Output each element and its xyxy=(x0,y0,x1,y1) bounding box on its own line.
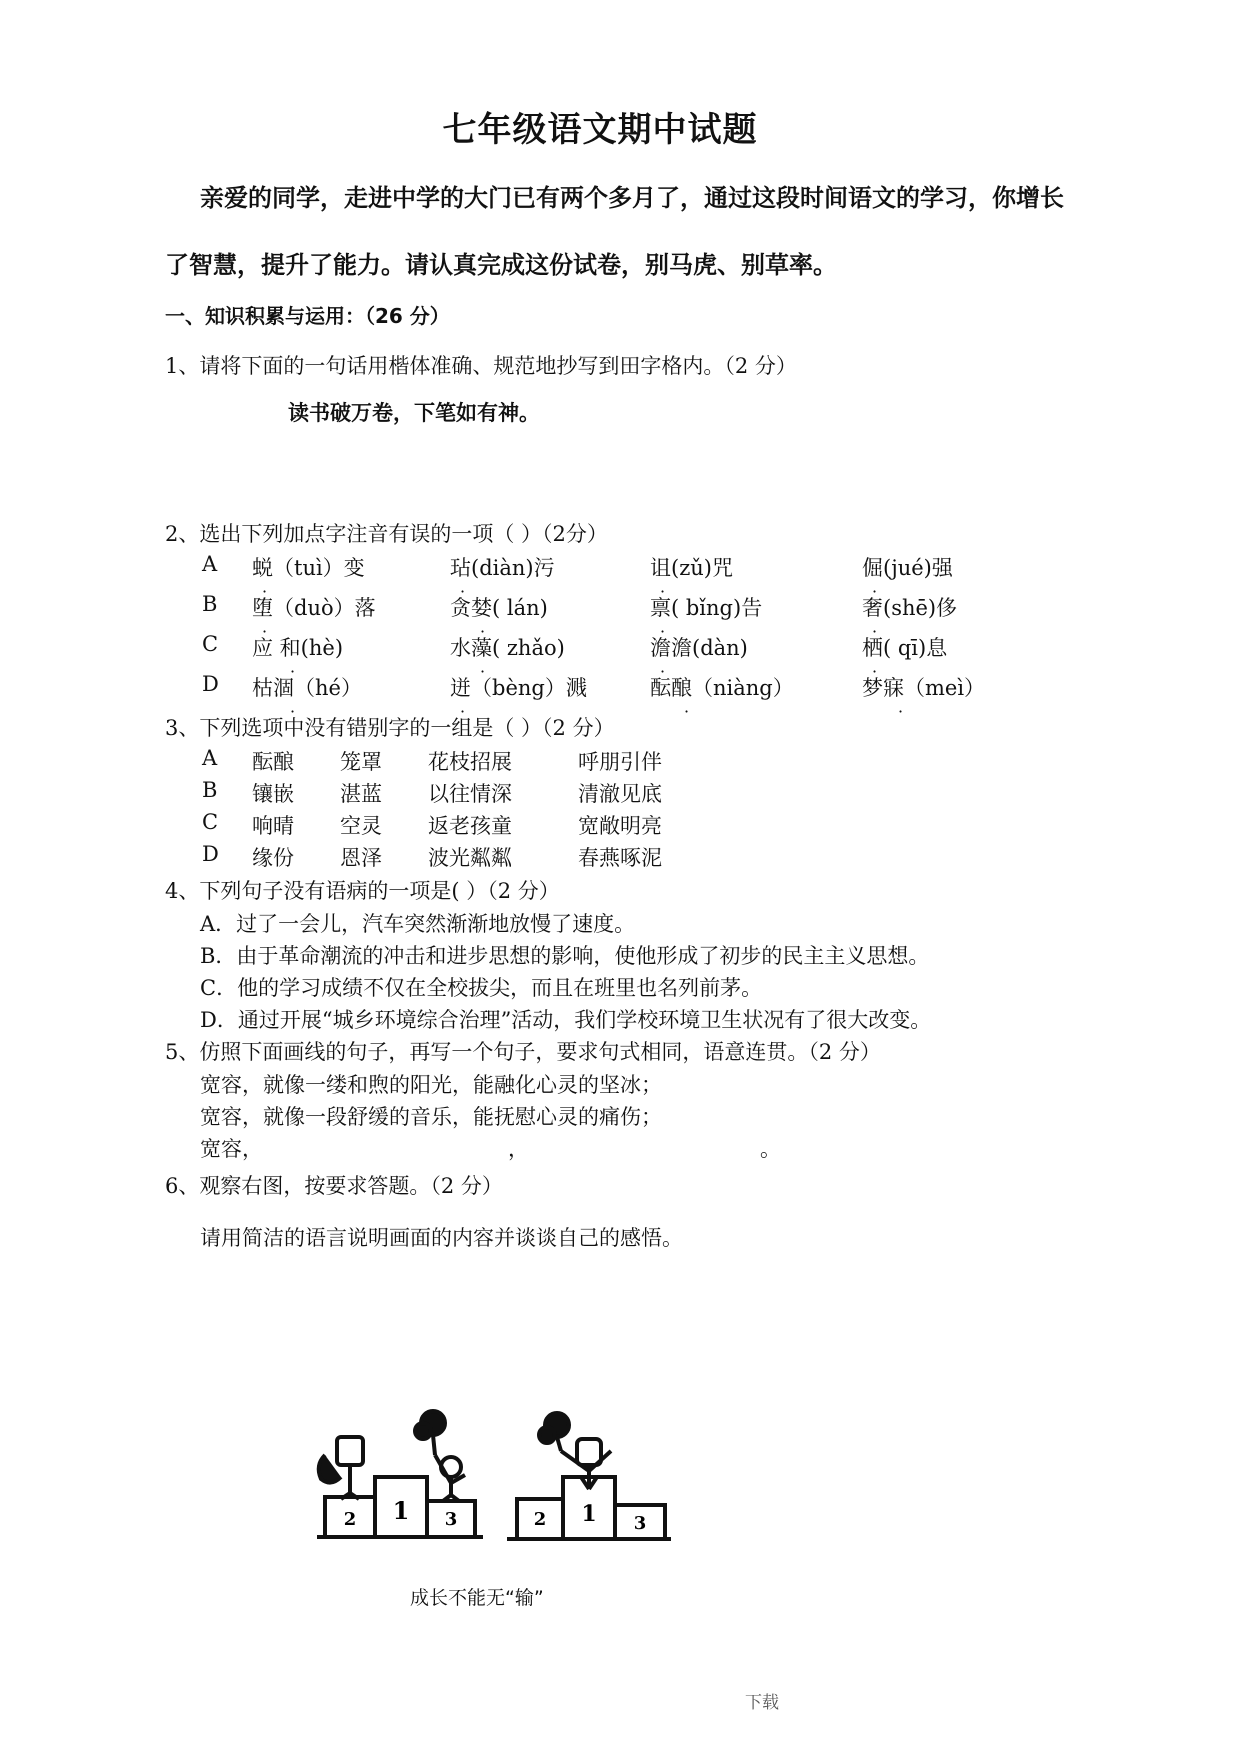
q4-option-b: B．由于革命潮流的冲击和进步思想的影响，使他形成了初步的民主主义思想。 xyxy=(200,944,930,968)
q4-stem: 4、下列句子没有语病的一项是( ）（2 分） xyxy=(165,879,560,903)
emphasis-dot: · xyxy=(460,582,466,601)
q2-a-2: 玷(diàn)污 xyxy=(450,556,555,580)
q3-stem: 3、下列选项中没有错别字的一组是（ ）（2 分） xyxy=(165,716,615,740)
q3-b-letter: B xyxy=(202,778,218,802)
q2-c-letter: C xyxy=(202,632,219,656)
q6-prompt: 请用简洁的语言说明画面的内容并谈谈自己的感悟。 xyxy=(200,1226,683,1250)
q3-d-4: 春燕啄泥 xyxy=(578,846,662,870)
q3-a-4: 呼朋引伴 xyxy=(578,750,662,774)
q3-a-letter: A xyxy=(202,746,218,770)
emphasis-dot: · xyxy=(872,662,878,681)
section-heading: 一、知识积累与运用：（26 分） xyxy=(165,304,450,328)
q3-a-1: 酝酿 xyxy=(252,750,294,774)
footer-watermark: 下载 xyxy=(745,1693,779,1713)
q6-stem: 6、观察右图，按要求答题。（2 分） xyxy=(165,1174,503,1198)
emphasis-dot: · xyxy=(660,662,666,681)
q3-b-1: 镶嵌 xyxy=(252,782,294,806)
emphasis-dot: · xyxy=(660,582,666,601)
q3-b-2: 湛蓝 xyxy=(340,782,382,806)
q3-c-4: 宽敞明亮 xyxy=(578,814,662,838)
q1-stem: 1、请将下面的一句话用楷体准确、规范地抄写到田字格内。（2 分） xyxy=(165,354,797,378)
q3-b-3: 以往情深 xyxy=(428,782,512,806)
left-podium-number-1: 1 xyxy=(392,1496,410,1525)
q3-d-letter: D xyxy=(202,842,219,866)
q2-d-letter: D xyxy=(202,672,219,696)
emphasis-dot: · xyxy=(290,662,296,681)
q2-b-letter: B xyxy=(202,592,218,616)
q3-b-4: 清澈见底 xyxy=(578,782,662,806)
q3-a-2: 笼罩 xyxy=(340,750,382,774)
q3-c-letter: C xyxy=(202,810,219,834)
q2-c-2: 水藻( zhǎo) xyxy=(450,636,565,660)
q4-option-a: A．过了一会儿，汽车突然渐渐地放慢了速度。 xyxy=(200,912,636,936)
emphasis-dot: · xyxy=(262,622,268,641)
right-podium-number-2: 2 xyxy=(533,1509,547,1530)
q2-a-1: 蜕（tuì）变 xyxy=(252,556,365,580)
q5-example-1: 宽容，就像一缕和煦的阳光，能融化心灵的坚冰； xyxy=(200,1073,662,1097)
emphasis-dot: · xyxy=(460,702,466,721)
q5-answer-blank-1[interactable] xyxy=(262,1157,502,1158)
q2-c-4: 栖( qī)息 xyxy=(862,636,948,660)
emphasis-dot: · xyxy=(684,702,690,721)
q2-c-3: 澹澹(dàn) xyxy=(650,636,748,660)
q5-blank-mid: ， xyxy=(508,1137,529,1161)
q3-d-2: 恩泽 xyxy=(340,846,382,870)
intro-line-2: 了智慧，提升了能力。请认真完成这份试卷，别马虎、别草率。 xyxy=(165,251,837,279)
intro-line-1: 亲爱的同学，走进中学的大门已有两个多月了，通过这段时间语文的学习，你增长 xyxy=(200,184,1064,212)
podium-cartoon xyxy=(255,1395,675,1575)
q2-a-4: 倔(jué)强 xyxy=(862,556,953,580)
q2-d-2: 迸（bèng）溅 xyxy=(450,676,587,700)
emphasis-dot: · xyxy=(872,622,878,641)
left-podium-number-3: 3 xyxy=(444,1509,458,1530)
emphasis-dot: · xyxy=(290,702,296,721)
q2-c-1: 应 和(hè) xyxy=(252,636,344,660)
q4-option-c: C．他的学习成绩不仅在全校拔尖，而且在班里也名列前茅。 xyxy=(200,976,763,1000)
q5-blank-start: 宽容， xyxy=(200,1137,263,1161)
q4-option-d: D．通过开展“城乡环境综合治理”活动，我们学校环境卫生状况有了很大改变。 xyxy=(200,1008,932,1032)
q3-a-3: 花枝招展 xyxy=(428,750,512,774)
emphasis-dot: · xyxy=(480,622,486,641)
q3-d-3: 波光粼粼 xyxy=(428,846,512,870)
emphasis-dot: · xyxy=(480,662,486,681)
right-podium-number-1: 1 xyxy=(581,1501,597,1527)
q3-c-1: 响晴 xyxy=(252,814,294,838)
left-podium-number-2: 2 xyxy=(343,1509,357,1530)
q5-blank-end: 。 xyxy=(760,1137,781,1161)
q6-answer-area[interactable] xyxy=(200,1262,1080,1382)
q2-b-1: 堕（duò）落 xyxy=(252,596,376,620)
emphasis-dot: · xyxy=(898,702,904,721)
q2-a-3: 诅(zǔ)咒 xyxy=(650,556,733,580)
q2-d-3: 酝酿（niàng） xyxy=(650,676,794,700)
q2-b-3: 禀( bǐng)告 xyxy=(650,596,763,620)
emphasis-dot: · xyxy=(262,582,268,601)
q1-copy-text: 读书破万卷，下笔如有神。 xyxy=(288,401,540,425)
q5-example-2: 宽容，就像一段舒缓的音乐，能抚慰心灵的痛伤； xyxy=(200,1105,662,1129)
q5-answer-blank-2[interactable] xyxy=(530,1157,750,1158)
q5-stem: 5、仿照下面画线的句子，再写一个句子，要求句式相同，语意连贯。（2 分） xyxy=(165,1040,881,1064)
q2-b-2: 贪婪( lán) xyxy=(450,596,548,620)
q2-a-letter: A xyxy=(202,552,218,576)
q2-stem: 2、选出下列加点字注音有误的一项（ ）（2分） xyxy=(165,522,608,546)
q2-d-4: 梦寐（meì） xyxy=(862,676,986,700)
q2-b-4: 奢(shē)侈 xyxy=(862,596,958,620)
emphasis-dot: · xyxy=(872,582,878,601)
q3-c-3: 返老孩童 xyxy=(428,814,512,838)
emphasis-dot: · xyxy=(660,622,666,641)
figure-caption: 成长不能无“输” xyxy=(410,1587,544,1609)
q3-d-1: 缘份 xyxy=(252,846,294,870)
page-title: 七年级语文期中试题 xyxy=(442,110,758,150)
right-podium-number-3: 3 xyxy=(633,1513,647,1534)
q2-d-1: 枯涸（hé） xyxy=(252,676,362,700)
q3-c-2: 空灵 xyxy=(340,814,382,838)
